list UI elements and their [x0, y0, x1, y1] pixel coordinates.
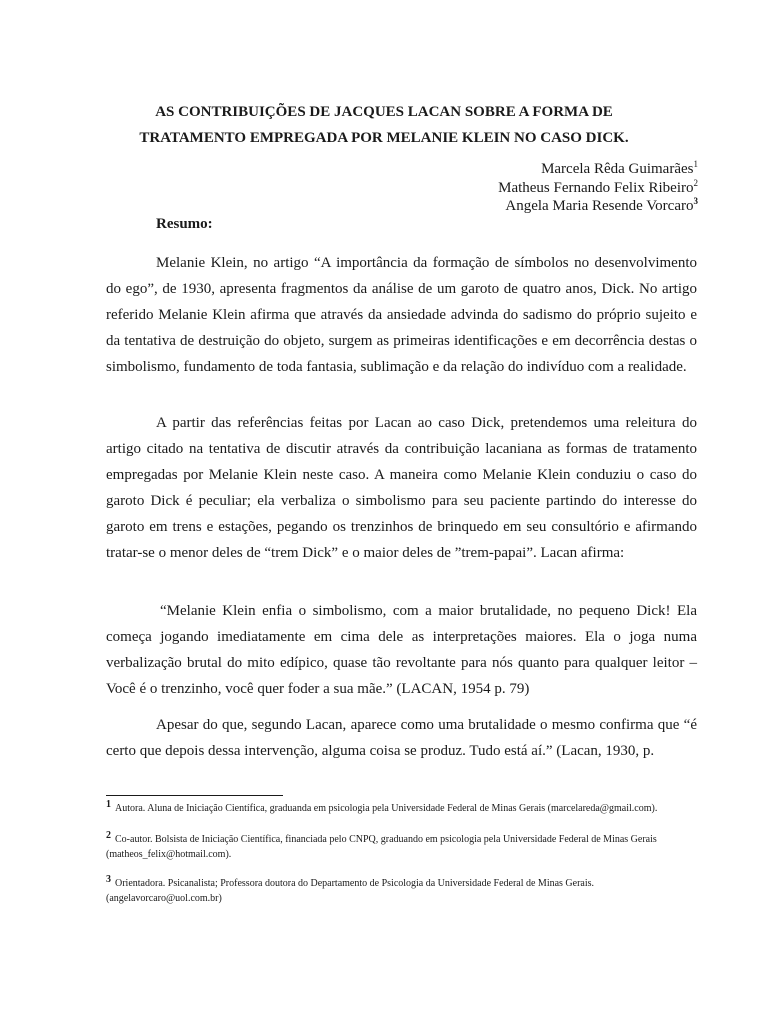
footnote-3 [106, 873, 706, 906]
author-name: Matheus Fernando Felix Ribeiro [498, 179, 694, 196]
footnote-number: 3 [106, 873, 111, 885]
footnote-marker: 2 [693, 177, 698, 188]
footnote-text: Autora. Aluna de Iniciação Científica, graduanda em psicologia pela Universidade Federal de Minas Gerais (marcelareda@gmail.com). [115, 803, 658, 814]
footnote-number: 1 [106, 798, 111, 810]
author-name: Angela Maria Resende Vorcaro [505, 198, 694, 214]
footnote-marker: 1 [693, 159, 698, 169]
footnote-1 [106, 798, 706, 817]
title-line-2: TRATAMENTO EMPREGADA POR MELANIE KLEIN NO CASO DICK. [139, 130, 629, 146]
abstract-heading: Resumo: [156, 216, 213, 232]
author-name: Marcela Rêda Guimarães [541, 161, 694, 177]
footnote-marker: 3 [693, 196, 698, 206]
author-2 [498, 179, 698, 198]
author-list [498, 160, 698, 216]
footnote-separator [106, 795, 283, 796]
footnote-text: Co-autor. Bolsista de Iniciação Científica, financiada pelo CNPQ, graduando em psicologia pela Universidade Federal de Minas Gerais (matheos_felix@hotmail.com). [106, 834, 657, 860]
footnote-text: Orientadora. Psicanalista; Professora doutora do Departamento de Psicologia da Universidade Federal de Minas Gerais. (angelavorcaro@uol.com.br) [106, 878, 595, 904]
paragraph-1: Melanie Klein, no artigo “A importância da formação de símbolos no desenvolvimento do ego”, de 1930, apresenta fragmentos da análise de um garoto de quatro anos, Dick. No artigo referido Melanie Klein afirma que através da ansiedade advinda do sadismo do próprio sujeito e da tentativa de destruição do objeto, surgem as primeiras identificações e em decorrência destas o simbolismo, fundamento de toda fantasia, sublimação e da relação do indivíduo com a realidade. [106, 255, 697, 375]
author-3 [498, 197, 698, 216]
footnote-number: 2 [106, 829, 111, 841]
paragraph-4: Apesar do que, segundo Lacan, aparece como uma brutalidade o mesmo confirma que “é certo que depois dessa intervenção, alguma coisa se produz. Tudo está aí.” (Lacan, 1930, p. [106, 717, 697, 759]
block-quote: “Melanie Klein enfia o simbolismo, com a maior brutalidade, no pequeno Dick! Ela começa jogando imediatamente em cima dele as interpretações maiores. Ela o joga numa verbalização brutal do mito edípico, quase tão revoltante para nós quanto para qualquer leitor – Você é o trenzinho, você quer foder a sua mãe.” (LACAN, 1954 p. 79) [106, 603, 697, 697]
paragraph-2: A partir das referências feitas por Lacan ao caso Dick, pretendemos uma releitura do artigo citado na tentativa de discutir através da contribuição lacaniana as formas de tratamento empregadas por Melanie Klein neste caso. A maneira como Melanie Klein conduziu o caso do garoto Dick é peculiar; ela verbaliza o simbolismo para seu paciente partindo do interesse do garoto em trens e estações, pegando os trenzinhos de brinquedo em seu consultório e afirmando tratar-se o menor deles de “trem Dick” e o maior deles de ”trem-papai”. Lacan afirma: [106, 415, 697, 561]
author-1 [498, 160, 698, 179]
footnote-2 [106, 829, 706, 862]
title-line-1: AS CONTRIBUIÇÕES DE JACQUES LACAN SOBRE A FORMA DE [155, 104, 613, 120]
